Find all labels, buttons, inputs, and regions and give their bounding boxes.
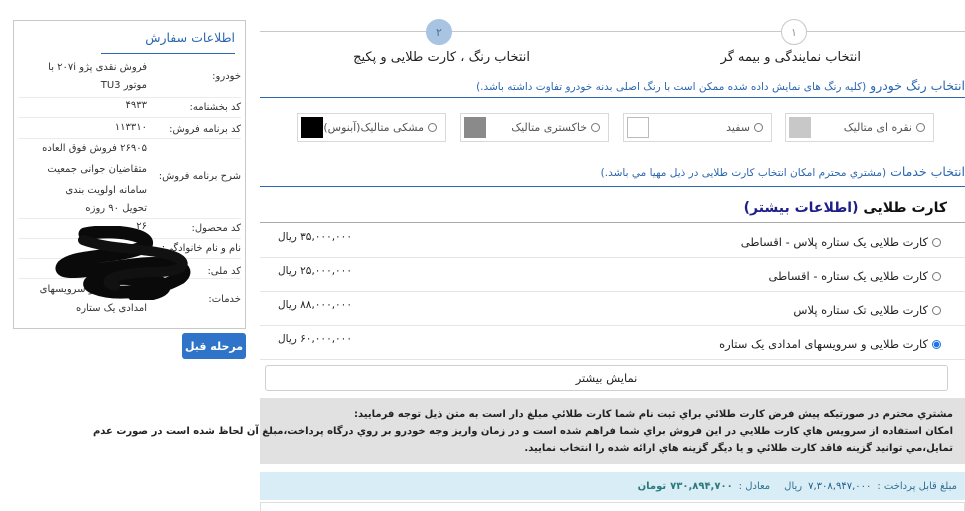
order-value-car-1: فروش نقدی پژو ۲۰۷i با	[48, 62, 147, 73]
step-2-circle[interactable]: ۲	[426, 19, 452, 45]
swatch-white	[627, 117, 649, 138]
services-divider	[260, 186, 965, 187]
services-section-title	[601, 164, 965, 179]
previous-step-button[interactable]: مرحله قبل	[182, 333, 246, 359]
order-value-plan-code: ۱۱۳۳۱۰	[114, 122, 147, 133]
package-row[interactable]	[260, 327, 965, 360]
package-price: ۲۵,۰۰۰,۰۰۰ ریال	[278, 265, 352, 277]
step-line-3	[260, 31, 426, 32]
color-options	[260, 113, 965, 143]
package-label: کارت طلایی یک ستاره - اقساطی	[768, 269, 928, 283]
order-value-services-1: کارت طلایی و سرویسهای	[39, 284, 147, 295]
swatch-gray	[464, 117, 486, 138]
package-radio[interactable]	[932, 340, 941, 349]
package-row[interactable]	[260, 225, 965, 258]
order-value-services-2: امدادی یک ستاره	[75, 303, 147, 314]
color-label-gray: خاکستری متالیک	[511, 121, 587, 134]
package-name	[769, 269, 941, 283]
order-value-plan-desc-1: ۲۶۹۰۵ فروش فوق العاده	[42, 143, 147, 154]
payment-summary	[260, 472, 965, 500]
notice-line: امکان استفاده از سرويس هاي کارت طلايي در اين فروش براي شما فراهم شده است و در زمان واريز وجه خودرو بر روي درگاه پرداخت،مبلغ آن لحاظ شده است در صورت عدم	[92, 426, 953, 437]
step-1-circle[interactable]: ۱	[781, 19, 807, 45]
order-value-circular: ۴۹۳۳	[125, 100, 147, 111]
payment-equiv-currency: تومان	[637, 480, 667, 492]
steps-divider	[260, 97, 965, 98]
package-label: کارت طلایی یک ستاره پلاس - اقساطی	[740, 235, 928, 249]
notice-line: تمايل،مي توانيد گزينه فاقد کارت طلائي و يا ديگر گزينه هاي ارائه شده را انتخاب نماييد.	[524, 443, 953, 454]
color-option-silver[interactable]	[785, 113, 934, 142]
payment-amount: ۷,۳۰۸,۹۴۷,۰۰۰	[808, 480, 872, 492]
payment-label: مبلغ قابل پرداخت :	[877, 480, 957, 492]
order-title-underline	[101, 53, 235, 54]
order-separator	[18, 218, 241, 219]
step-2-label: انتخاب رنگ ، کارت طلایی و پکیج	[353, 50, 530, 65]
order-label-product-code: کد محصول:	[191, 223, 241, 234]
package-radio[interactable]	[932, 306, 941, 315]
order-label-circular: کد بخشنامه:	[189, 102, 241, 113]
radio-gray[interactable]	[591, 123, 600, 132]
step-line-1	[807, 31, 965, 32]
package-row[interactable]	[260, 293, 965, 326]
order-info-title: اطلاعات سفارش	[145, 30, 235, 45]
color-section-title	[476, 78, 965, 93]
package-radio[interactable]	[932, 238, 941, 247]
color-option-gray[interactable]	[460, 113, 609, 142]
order-label-plan-code: کد برنامه فروش:	[169, 124, 241, 135]
package-label: کارت طلایی و سرویسهای امدادی یک ستاره	[719, 337, 928, 351]
package-label: کارت طلایی تک ستاره پلاس	[793, 303, 928, 317]
step-1-label: انتخاب نمایندگی و بیمه گر	[720, 50, 861, 65]
payment-currency: ریال	[784, 480, 803, 492]
package-name	[719, 337, 941, 351]
package-name	[741, 235, 941, 249]
next-section-box	[260, 502, 965, 511]
order-label-plan-desc: شرح برنامه فروش:	[158, 171, 241, 182]
color-section-heading: انتخاب رنگ خودرو	[870, 78, 965, 93]
gold-card-heading: کارت طلایی	[863, 200, 947, 216]
order-label-car: خودرو:	[212, 71, 241, 82]
gold-card-notice	[92, 398, 965, 464]
swatch-black	[301, 117, 323, 138]
order-label-services: خدمات:	[208, 294, 241, 305]
color-label-silver: نقره ای متالیک	[843, 121, 912, 134]
package-radio[interactable]	[932, 272, 941, 281]
radio-silver[interactable]	[916, 123, 925, 132]
notice-line: مشتري محترم در صورتيکه پيش فرض کارت طلائي براي ثبت نام شما کارت طلائي مبلغ دار است به متن ذيل توجه فرماييد:	[354, 409, 953, 420]
payment-equiv-label: معادل :	[738, 480, 771, 492]
order-label-name: نام و نام خانوادگی:	[161, 243, 241, 254]
package-row[interactable]	[260, 259, 965, 292]
radio-black[interactable]	[428, 123, 437, 132]
color-label-black: مشکی متالیک(آبنوس)	[323, 121, 424, 134]
package-price: ۶۰,۰۰۰,۰۰۰ ریال	[278, 333, 352, 345]
gold-card-more-info-link[interactable]: (اطلاعات بیشتر)	[743, 200, 859, 216]
gold-card-title	[744, 200, 947, 216]
order-value-plan-desc-3: سامانه اولویت بندی	[65, 185, 147, 196]
order-value-plan-desc-2: متقاضیان جوانی جمعیت	[47, 164, 147, 175]
color-option-black[interactable]	[297, 113, 446, 142]
services-section-note: (مشتري محترم امکان انتخاب کارت طلایی در ذيل مهيا مي باشد.)	[600, 167, 887, 179]
step-line-2	[452, 31, 781, 32]
show-more-button[interactable]: نمایش بیشتر	[265, 365, 948, 391]
redaction-scribble	[55, 226, 200, 300]
order-label-national-id: کد ملی:	[207, 266, 241, 277]
swatch-silver	[789, 117, 811, 138]
payment-equiv-amount: ۷۳۰,۸۹۴,۷۰۰	[670, 480, 733, 492]
order-value-plan-desc-4: تحویل ۹۰ روزه	[85, 203, 147, 214]
services-section-heading: انتخاب خدمات	[890, 164, 965, 179]
package-price: ۸۸,۰۰۰,۰۰۰ ریال	[278, 299, 352, 311]
order-value-car-2: موتور TU3	[100, 80, 147, 91]
color-section-note: (کلیه رنگ های نمایش داده شده ممکن است با رنگ اصلی بدنه خودرو تفاوت داشته باشد.)	[476, 81, 867, 93]
package-price: ۳۵,۰۰۰,۰۰۰ ریال	[278, 231, 352, 243]
radio-white[interactable]	[754, 123, 763, 132]
color-option-white[interactable]	[623, 113, 772, 142]
color-label-white: سفید	[726, 121, 750, 134]
gold-card-divider	[260, 222, 965, 223]
order-value-product-code: ۲۶	[136, 221, 147, 232]
package-name	[793, 303, 941, 317]
